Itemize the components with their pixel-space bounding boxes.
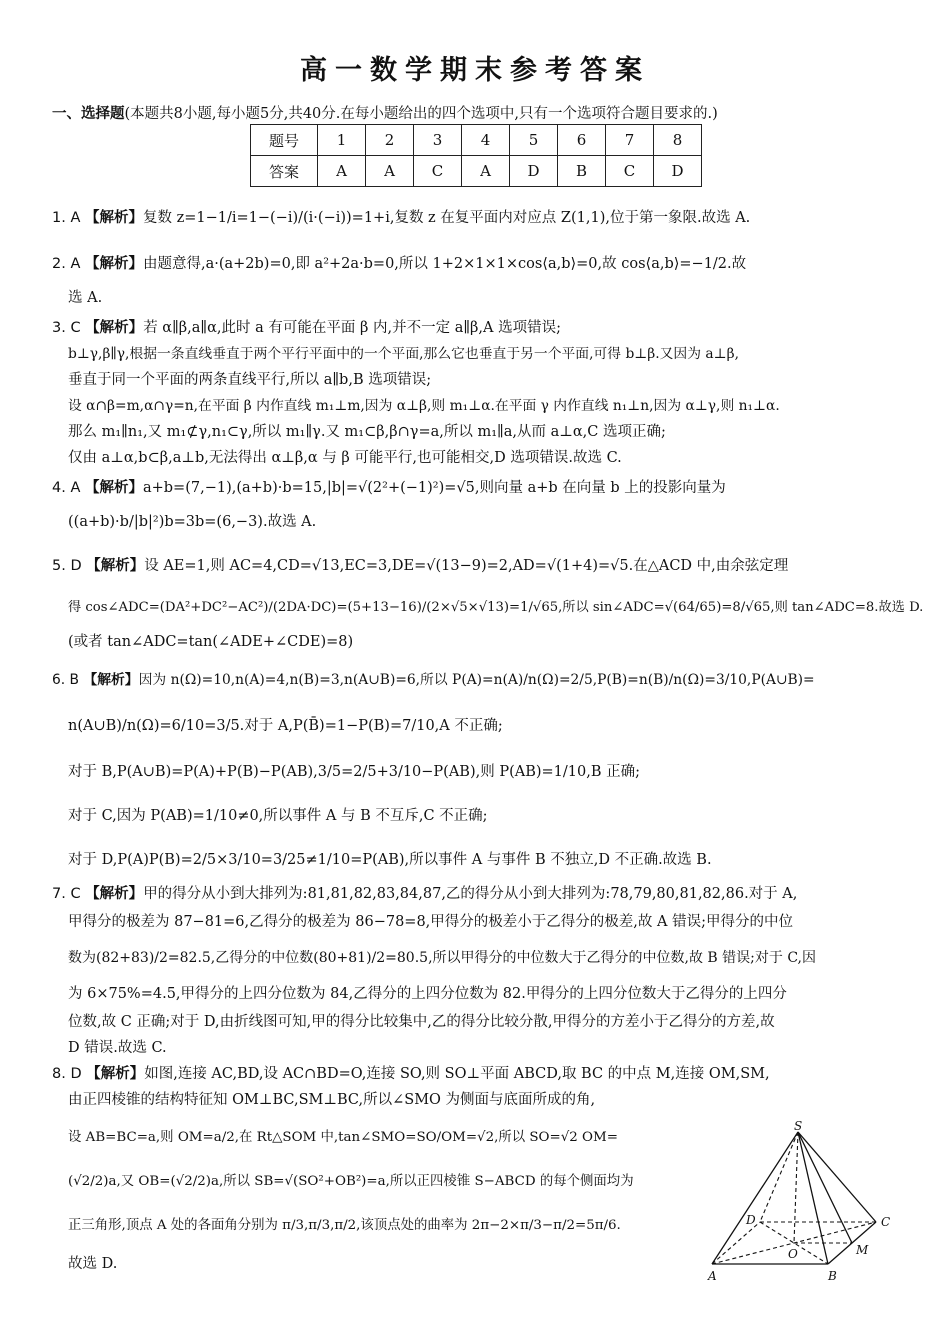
edge-SB	[798, 1132, 828, 1264]
solution-line: 对于 D,P(A)P(B)=2/5×3/10=3/25≠1/10=P(AB),所以事件 A 与事件 B 不独立,D 不正确.故选 B.	[68, 852, 712, 868]
vertex-label-C: C	[881, 1215, 891, 1229]
solution-number: 5. D	[52, 558, 82, 574]
solution-line	[52, 884, 797, 904]
row-label-number: 题号	[251, 125, 318, 156]
point-label-O: O	[788, 1247, 798, 1261]
answer-cell: C	[606, 156, 654, 187]
answer-table	[250, 124, 702, 187]
solution-number: 6. B	[52, 672, 80, 688]
solution-text: 由题意得,a·(a+2b)=0,即 a²+2a·b=0,所以 1+2×1×1×cos⟨a,b⟩=0,故 cos⟨a,b⟩=−1/2.故	[142, 256, 747, 272]
answer-cell: D	[510, 156, 558, 187]
question-number: 4	[462, 125, 510, 156]
solution-text: 复数 z=1−1/i=1−(−i)/(i·(−i))=1+i,复数 z 在复平面内对应点 Z(1,1),位于第一象限.故选 A.	[142, 210, 751, 226]
vertex-label-A: A	[708, 1269, 717, 1283]
solution-line: 位数,故 C 正确;对于 D,由折线图可知,甲的得分比较集中,乙的得分比较分散,甲得分的方差小于乙得分的方差,故	[68, 1014, 775, 1030]
solution-text: a+b=(7,−1),(a+b)·b=15,|b|=√(2²+(−1)²)=√5,则向量 a+b 在向量 b 上的投影向量为	[142, 480, 726, 496]
solution-text: 如图,连接 AC,BD,设 AC∩BD=O,连接 SO,则 SO⊥平面 ABCD,取 BC 的中点 M,连接 OM,SM,	[144, 1066, 770, 1082]
analysis-tag: 【解析】	[84, 256, 143, 272]
solution-number: 4. A	[52, 480, 81, 496]
solution-number: 1. A	[52, 210, 81, 226]
answer-table-number-row	[251, 125, 702, 156]
solution-line	[52, 318, 561, 338]
solution-line: 故选 D.	[68, 1256, 118, 1272]
edge-SA	[712, 1132, 798, 1264]
solution-number: 7. C	[52, 886, 81, 902]
question-number: 1	[318, 125, 366, 156]
solution-line	[52, 1064, 770, 1084]
analysis-tag: 【解析】	[85, 886, 144, 902]
analysis-tag: 【解析】	[85, 320, 144, 336]
question-number: 6	[558, 125, 606, 156]
point-label-M: M	[856, 1243, 869, 1257]
solution-line	[52, 208, 750, 228]
solution-line: 甲得分的极差为 87−81=6,乙得分的极差为 86−78=8,甲得分的极差小于乙得分的极差,故 A 错误;甲得分的中位	[68, 914, 793, 930]
solution-line: 垂直于同一个平面的两条直线平行,所以 a∥b,B 选项错误;	[68, 372, 432, 388]
solution-line	[52, 670, 815, 690]
solution-line: n(A∪B)/n(Ω)=6/10=3/5.对于 A,P(B̄)=1−P(B)=7/10,A 不正确;	[68, 718, 503, 734]
answer-cell: A	[318, 156, 366, 187]
solution-text: 甲的得分从小到大排列为:81,81,82,83,84,87,乙的得分从小到大排列为:78,79,80,81,82,86.对于 A,	[143, 886, 798, 902]
solution-line: 得 cos∠ADC=(DA²+DC²−AC²)/(2DA·DC)=(5+13−16)/(2×√5×√13)=1/√65,所以 sin∠ADC=√(64/65)=8/√65,则 tan∠ADC=8.故选 D.	[68, 600, 924, 615]
section-heading: 一、选择题	[52, 106, 125, 122]
page-title: 高一数学期末参考答案	[300, 55, 650, 86]
answer-table-answer-row	[251, 156, 702, 187]
vertex-label-S: S	[794, 1119, 803, 1133]
solution-line: (或者 tan∠ADC=tan(∠ADE+∠CDE)=8)	[68, 634, 354, 650]
solution-line: 正三角形,顶点 A 处的各面角分别为 π/3,π/3,π/2,该顶点处的曲率为 2π−2×π/3−π/2=5π/6.	[68, 1218, 621, 1233]
vertex-label-B: B	[828, 1269, 837, 1283]
solution-number: 3. C	[52, 320, 81, 336]
question-number: 8	[654, 125, 702, 156]
solution-line: 为 6×75%=4.5,甲得分的上四分位数为 84,乙得分的上四分位数为 82.甲得分的上四分位数大于乙得分的上四分	[68, 986, 787, 1002]
question-number: 2	[366, 125, 414, 156]
edge-SD-hidden	[760, 1132, 798, 1222]
solution-line: 选 A.	[68, 290, 103, 306]
analysis-tag: 【解析】	[84, 210, 143, 226]
answer-cell: D	[654, 156, 702, 187]
solution-line: (√2/2)a,又 OB=(√2/2)a,所以 SB=√(SO²+OB²)=a,所以正四棱锥 S−ABCD 的每个侧面均为	[68, 1174, 634, 1189]
section-heading-row	[52, 102, 718, 123]
solution-line: 数为(82+83)/2=82.5,乙得分的中位数(80+81)/2=80.5,所以甲得分的中位数大于乙得分的中位数,故 B 错误;对于 C,因	[68, 950, 816, 966]
question-number: 3	[414, 125, 462, 156]
solution-line: 仅由 a⊥α,b⊂β,a⊥b,无法得出 α⊥β,α 与 β 可能平行,也可能相交,D 选项错误.故选 C.	[68, 450, 622, 466]
solution-line: 那么 m₁∥n₁,又 m₁⊄γ,n₁⊂γ,所以 m₁∥γ.又 m₁⊂β,β∩γ=a,所以 m₁∥a,从而 a⊥α,C 选项正确;	[68, 424, 666, 440]
solution-line: D 错误.故选 C.	[68, 1040, 167, 1056]
solution-number: 8. D	[52, 1066, 82, 1082]
answer-cell: A	[462, 156, 510, 187]
analysis-tag: 【解析】	[86, 558, 145, 574]
segment-SO	[794, 1132, 798, 1243]
row-label-answer: 答案	[251, 156, 318, 187]
analysis-tag: 【解析】	[84, 480, 143, 496]
solution-line: 由正四棱锥的结构特征知 OM⊥BC,SM⊥BC,所以∠SMO 为侧面与底面所成的角,	[68, 1092, 596, 1108]
answer-cell: B	[558, 156, 606, 187]
edge-SC	[798, 1132, 876, 1222]
vertex-label-D: D	[746, 1213, 756, 1227]
question-number: 5	[510, 125, 558, 156]
edge-SM	[798, 1132, 852, 1243]
solution-line: 设 α∩β=m,α∩γ=n,在平面 β 内作直线 m₁⊥m,因为 α⊥β,则 m₁⊥α.在平面 γ 内作直线 n₁⊥n,因为 α⊥γ,则 n₁⊥α.	[68, 398, 780, 414]
solution-line: 设 AB=BC=a,则 OM=a/2,在 Rt△SOM 中,tan∠SMO=SO/OM=√2,所以 SO=√2 OM=	[68, 1130, 618, 1145]
solution-line: 对于 B,P(A∪B)=P(A)+P(B)−P(AB),3/5=2/5+3/10−P(AB),则 P(AB)=1/10,B 正确;	[68, 764, 641, 780]
answer-cell: A	[366, 156, 414, 187]
question-number: 7	[606, 125, 654, 156]
solution-line: b⊥γ,β∥γ,根据一条直线垂直于两个平行平面中的一个平面,那么它也垂直于另一个平面,可得 b⊥β.又因为 a⊥β,	[68, 346, 739, 362]
pyramid-figure	[698, 1118, 908, 1288]
solution-line	[52, 254, 746, 274]
solution-line	[52, 556, 788, 576]
solution-text: 因为 n(Ω)=10,n(A)=4,n(B)=3,n(A∪B)=6,所以 P(A)=n(A)/n(Ω)=2/5,P(B)=n(B)/n(Ω)=3/10,P(A∪B)=	[138, 672, 815, 688]
answer-cell: C	[414, 156, 462, 187]
analysis-tag: 【解析】	[83, 672, 139, 688]
solution-text: 设 AE=1,则 AC=4,CD=√13,EC=3,DE=√(13−9)=2,AD=√(1+4)=√5.在△ACD 中,由余弦定理	[144, 558, 789, 574]
solution-line	[52, 478, 726, 498]
analysis-tag: 【解析】	[86, 1066, 145, 1082]
section-note: (本题共8小题,每小题5分,共40分.在每小题给出的四个选项中,只有一个选项符合题目要求的.)	[124, 106, 718, 122]
solution-line: ((a+b)·b/|b|²)b=3b=(6,−3).故选 A.	[68, 514, 317, 530]
solution-line: 对于 C,因为 P(AB)=1/10≠0,所以事件 A 与 B 不互斥,C 不正确;	[68, 808, 488, 824]
solution-number: 2. A	[52, 256, 81, 272]
solution-text: 若 α∥β,a∥α,此时 a 有可能在平面 β 内,并不一定 a∥β,A 选项错误;	[143, 320, 562, 336]
